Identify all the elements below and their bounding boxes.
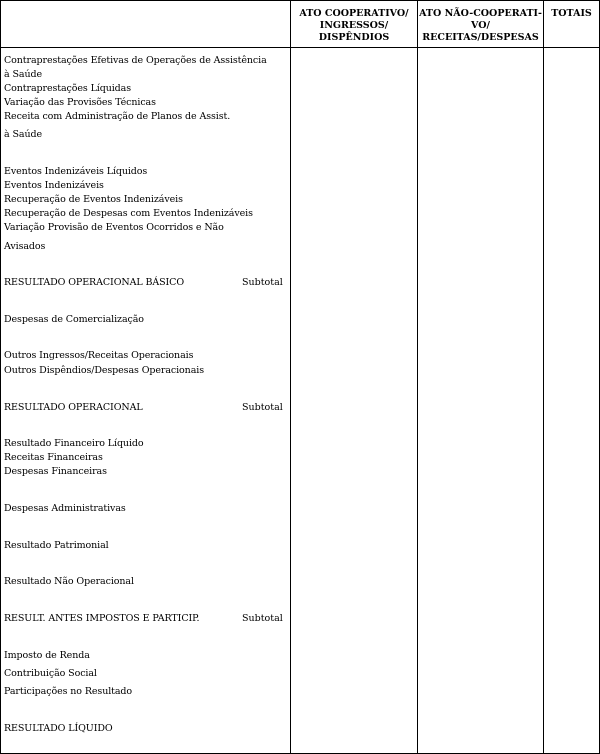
row-label: Resultado Não Operacional — [4, 576, 134, 587]
row-label: Recuperação de Despesas com Eventos Indenizáveis — [4, 208, 253, 219]
subtotal-label: Subtotal — [242, 277, 283, 288]
row-label: Contraprestações Líquidas — [4, 83, 131, 94]
row-label: Contribuição Social — [4, 668, 97, 679]
column-divider — [290, 1, 291, 753]
column-divider — [543, 1, 544, 753]
row-label: Resultado Financeiro Líquido — [4, 438, 144, 449]
row-label: Recuperação de Eventos Indenizáveis — [4, 194, 183, 205]
row-label: Avisados — [4, 241, 46, 252]
row-label: Despesas Financeiras — [4, 466, 107, 477]
row-label: à Saúde — [4, 69, 42, 80]
subtotal-label: Subtotal — [242, 613, 283, 624]
row-label: Variação das Provisões Técnicas — [4, 97, 156, 108]
row-label: Despesas de Comercialização — [4, 314, 144, 325]
column-divider — [417, 1, 418, 753]
row-label: RESULTADO LÍQUIDO — [4, 723, 113, 734]
row-label: Receita com Administração de Planos de Assist. — [4, 111, 231, 122]
header-ato-nao-cooperativo — [418, 8, 543, 44]
header-totais — [544, 8, 599, 20]
header-line: TOTAIS — [551, 8, 592, 19]
header-line: RECEITAS/DESPESAS — [422, 32, 539, 43]
header-line: ATO NÃO-COOPERATI- — [419, 8, 542, 19]
row-label: Contraprestações Efetivas de Operações de Assistência — [4, 55, 267, 66]
header-line: ATO COOPERATIVO/ — [299, 8, 409, 19]
row-label: Eventos Indenizáveis Líquidos — [4, 166, 148, 177]
subtotal-label: Subtotal — [242, 402, 283, 413]
row-label: Receitas Financeiras — [4, 452, 103, 463]
row-label: Eventos Indenizáveis — [4, 180, 104, 191]
header-ato-cooperativo — [291, 8, 417, 44]
row-label: RESULTADO OPERACIONAL BÁSICO — [4, 277, 185, 288]
row-label: Outros Dispêndios/Despesas Operacionais — [4, 365, 204, 376]
header-line: DISPÊNDIOS — [318, 32, 390, 43]
row-label: Imposto de Renda — [4, 650, 90, 661]
row-label: RESULT. ANTES IMPOSTOS E PARTICIP. — [4, 613, 200, 624]
row-label: à Saúde — [4, 129, 42, 140]
row-label: Participações no Resultado — [4, 686, 133, 697]
row-label: Variação Provisão de Eventos Ocorridos e Não — [4, 222, 224, 233]
row-label: Outros Ingressos/Receitas Operacionais — [4, 350, 194, 361]
header-line: INGRESSOS/ — [319, 20, 389, 31]
row-label: RESULTADO OPERACIONAL — [4, 402, 143, 413]
row-label: Resultado Patrimonial — [4, 540, 109, 551]
header-line: VO/ — [471, 20, 490, 31]
row-label: Despesas Administrativas — [4, 503, 126, 514]
